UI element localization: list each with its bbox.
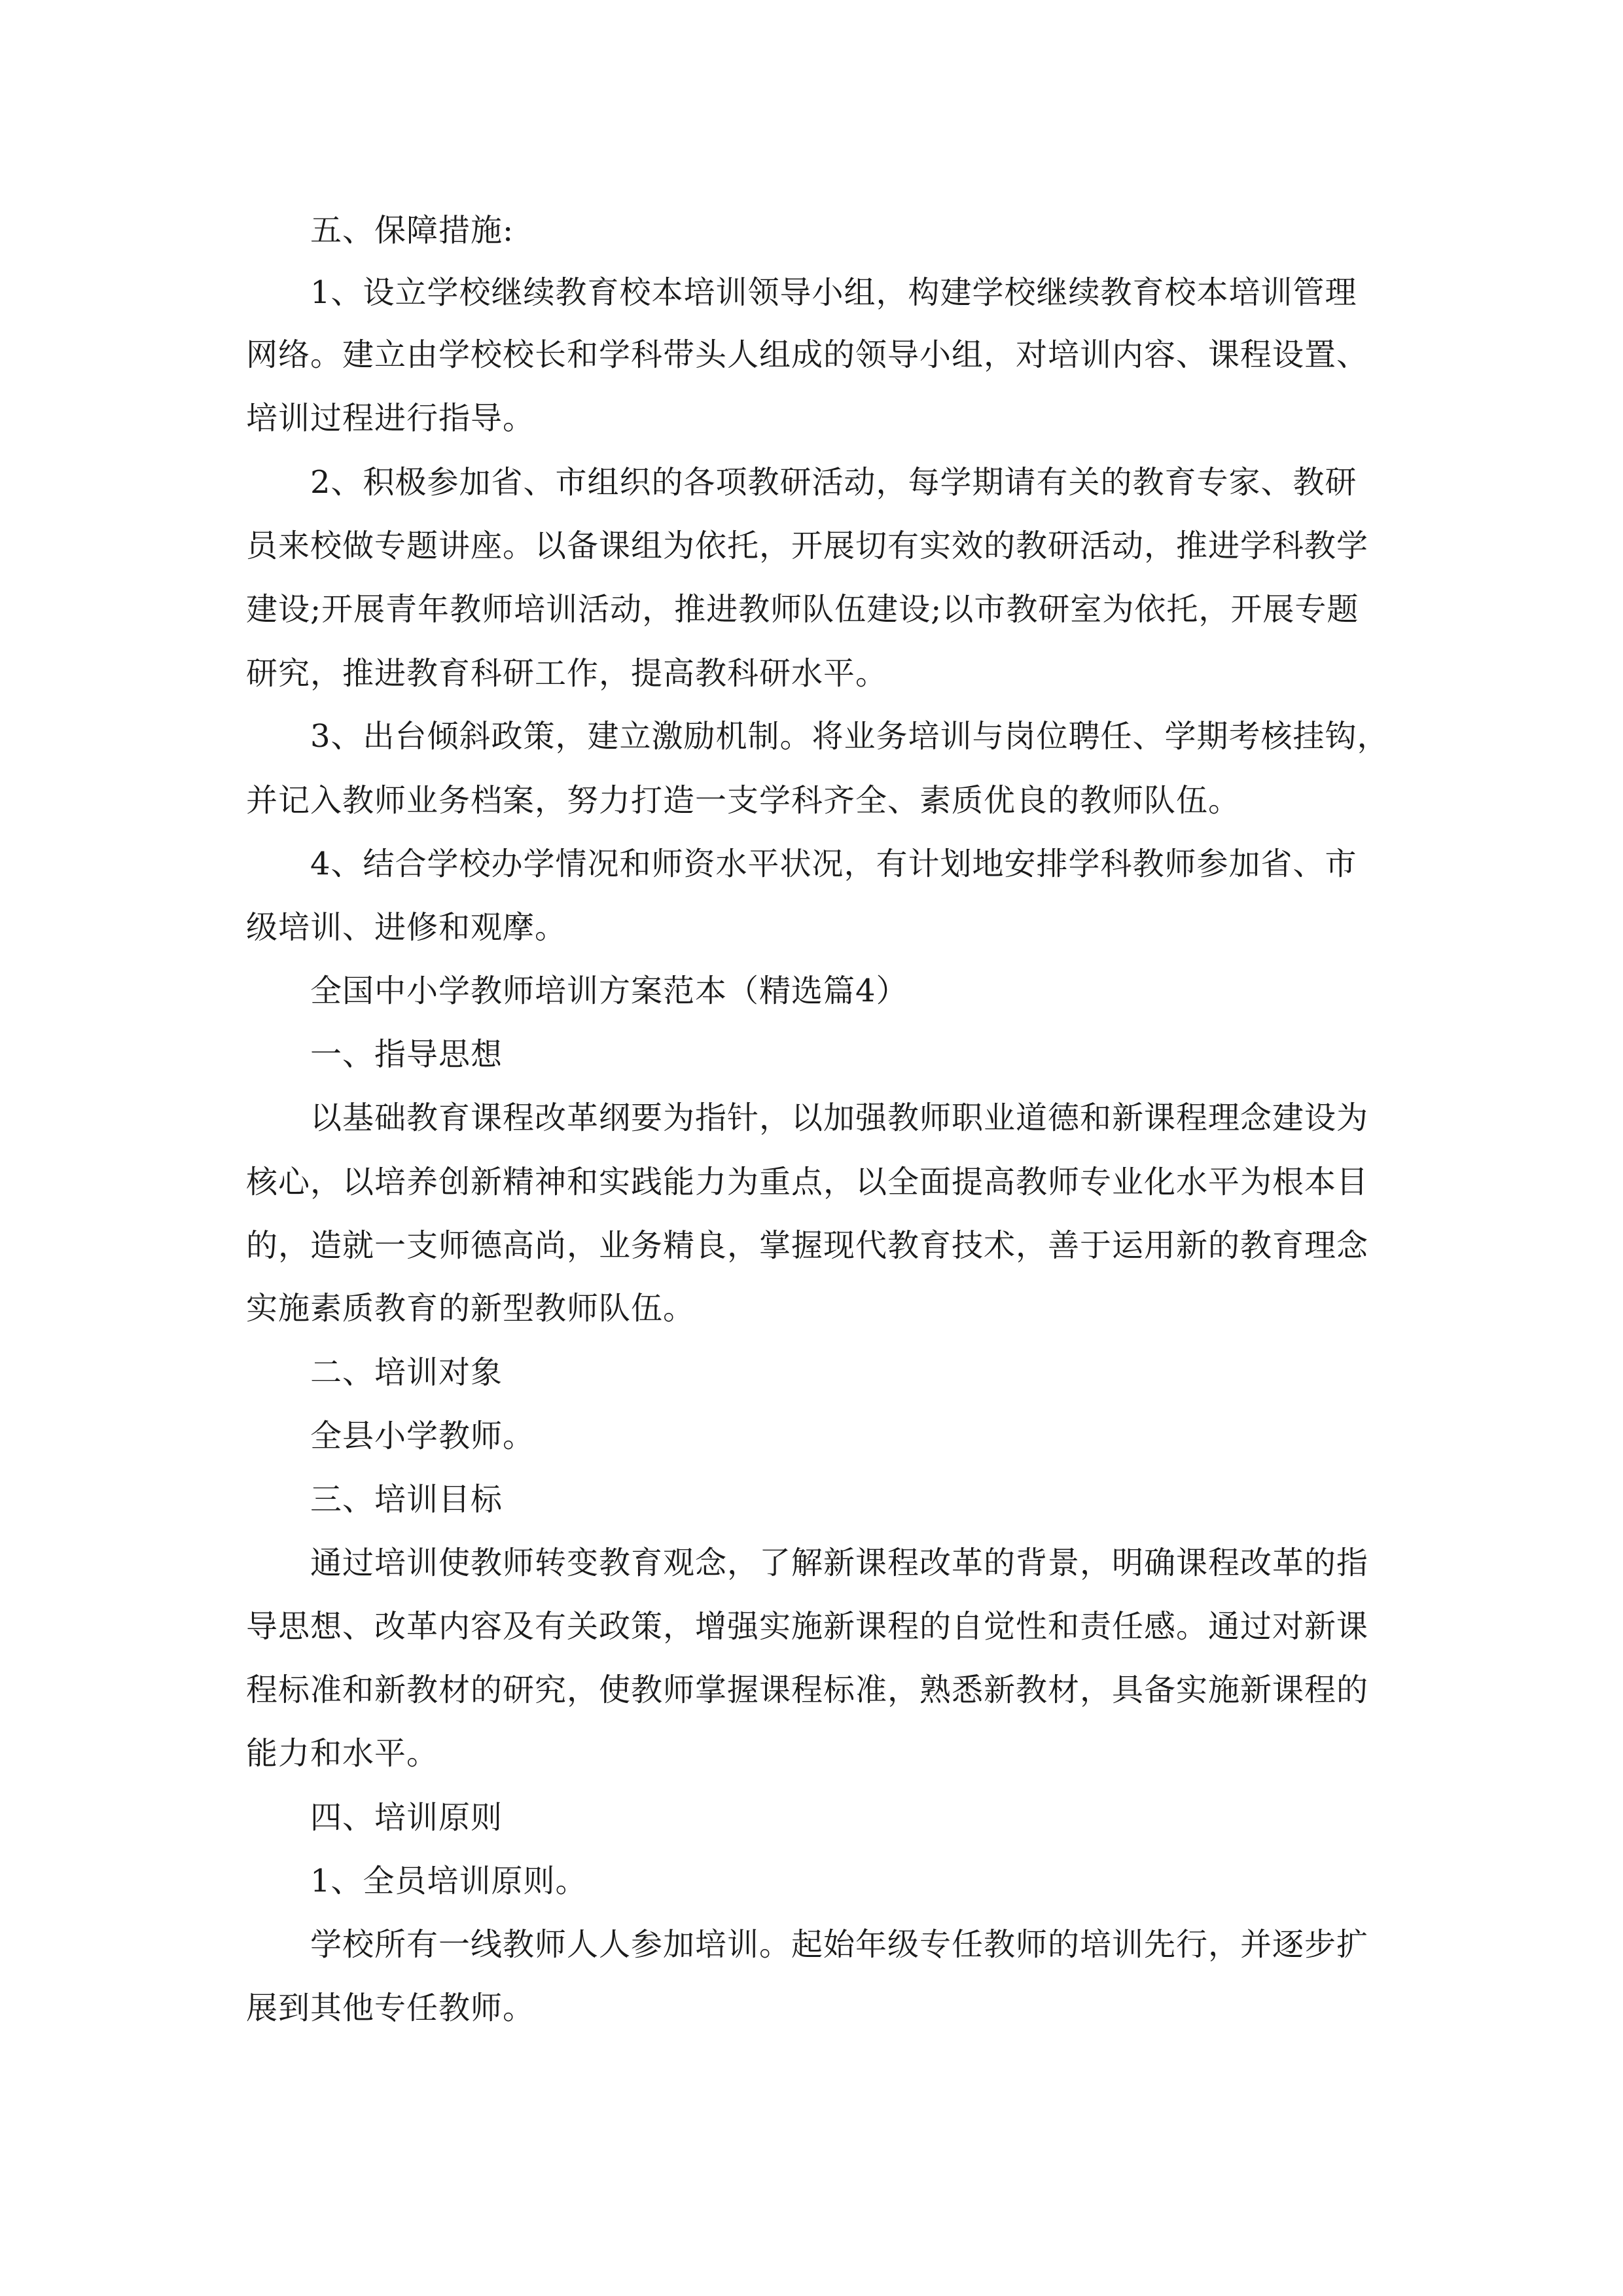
document-subtitle: 全国中小学教师培训方案范本（精选篇4） — [310, 973, 908, 1009]
paragraph-line: 以基础教育课程改革纲要为指针，以加强教师职业道德和新课程理念建设为 — [310, 1100, 1369, 1136]
paragraph-line: 1、全员培训原则。 — [310, 1863, 588, 1899]
paragraph-line: 学校所有一线教师人人参加培训。起始年级专任教师的培训先行，并逐步扩 — [310, 1926, 1369, 1963]
section-heading-training-principles: 四、培训原则 — [310, 1799, 503, 1836]
paragraph-line: 并记入教师业务档案，努力打造一支学科齐全、素质优良的教师队伍。 — [246, 782, 1241, 819]
paragraph-line: 全县小学教师。 — [310, 1418, 535, 1454]
paragraph-line: 能力和水平。 — [246, 1735, 439, 1772]
paragraph-line: 员来校做专题讲座。以备课组为依托，开展切有实效的教研活动，推进学科教学 — [246, 528, 1369, 564]
paragraph-line: 网络。建立由学校校长和学科带头人组成的领导小组，对培训内容、课程设置、 — [246, 336, 1369, 373]
section-heading-safeguards: 五、保障措施: — [310, 212, 514, 249]
paragraph-line: 实施素质教育的新型教师队伍。 — [246, 1290, 696, 1327]
paragraph-line: 通过培训使教师转变教育观念，了解新课程改革的背景，明确课程改革的指 — [310, 1545, 1369, 1581]
paragraph-line: 2、积极参加省、市组织的各项教研活动，每学期请有关的教育专家、教研 — [310, 464, 1357, 501]
paragraph-line: 研究，推进教育科研工作，提高教科研水平。 — [246, 655, 888, 692]
section-heading-guiding-ideology: 一、指导思想 — [310, 1036, 503, 1073]
paragraph-line: 程标准和新教材的研究，使教师掌握课程标准，熟悉新教材，具备实施新课程的 — [246, 1672, 1369, 1708]
section-heading-training-targets: 二、培训对象 — [310, 1354, 503, 1391]
paragraph-line: 展到其他专任教师。 — [246, 1990, 535, 2026]
paragraph-line: 培训过程进行指导。 — [246, 400, 535, 437]
paragraph-line: 1、设立学校继续教育校本培训领导小组，构建学校继续教育校本培训管理 — [310, 274, 1357, 311]
paragraph-line: 建设;开展青年教师培训活动，推进教师队伍建设;以市教研室为依托，开展专题 — [246, 591, 1359, 628]
paragraph-line: 级培训、进修和观摩。 — [246, 909, 567, 946]
paragraph-line: 3、出台倾斜政策，建立激励机制。将业务培训与岗位聘任、学期考核挂钩， — [310, 718, 1389, 755]
paragraph-line: 导思想、改革内容及有关政策，增强实施新课程的自觉性和责任感。通过对新课 — [246, 1608, 1369, 1645]
paragraph-line: 核心，以培养创新精神和实践能力为重点，以全面提高教师专业化水平为根本目 — [246, 1164, 1369, 1200]
paragraph-line: 的，造就一支师德高尚，业务精良，掌握现代教育技术，善于运用新的教育理念 — [246, 1227, 1369, 1264]
paragraph-line: 4、结合学校办学情况和师资水平状况，有计划地安排学科教师参加省、市 — [310, 846, 1357, 882]
section-heading-training-goals: 三、培训目标 — [310, 1481, 503, 1518]
